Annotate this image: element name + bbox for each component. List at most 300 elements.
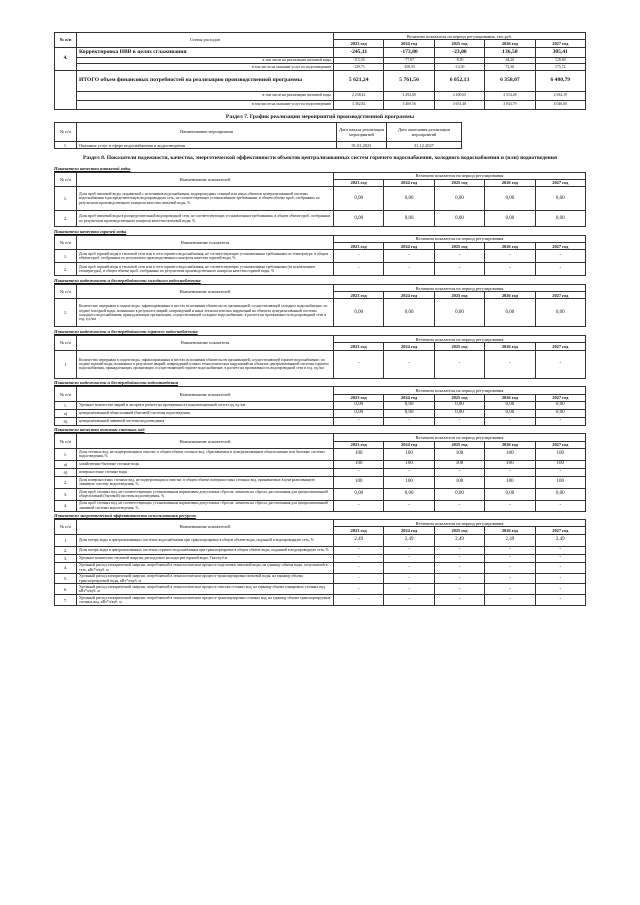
value-cell: 2 514,28 [485,91,535,100]
year-cell: 2025 год [434,179,484,186]
year-cell: 2026 год [485,40,535,47]
col-no-header: № п/п [55,387,77,402]
value-cell: - [434,350,484,378]
row-no: 3. [55,554,77,562]
row-name: Доля проб горячей воды в тепловой сети или в сети горячего водоснабжения, не соответствующих установленным требованиям по температуре, в общем объеме проб, отобранных по результатам производственного контроля качества горячей воды, % [77,250,334,263]
indicators-table [54,335,586,379]
table-row [55,299,586,327]
value-cell: - [485,417,535,425]
col-no-header: № п/п [55,336,77,351]
value-cell: - [384,250,434,263]
row-no: а) [55,460,77,468]
value-cell: - [434,584,484,595]
value-cell: - [434,573,484,584]
value-cell: - [485,263,535,276]
table-row [55,350,586,378]
value-cell: 100 [434,448,484,460]
row-name: поверхностные сточные воды [77,468,334,476]
value-cell: - [485,584,535,595]
table-row [55,100,586,109]
value-cell: - [535,562,585,573]
table-row [55,263,586,276]
subsection-title: Показатели надежности и бесперебойности холодного водоснабжения [54,277,201,283]
year-cell: 2023 год [334,179,384,186]
value-cell: 0,00 [434,409,484,417]
col-values-header: Величина показателя на период регулирования [334,235,586,242]
value-cell: 0,00 [384,187,434,211]
value-cell: 5 621,24 [334,70,384,91]
col-no-header: № п/п [55,235,77,250]
value-cell: 72,30 [485,64,535,71]
row-name: Доля поверхностных сточных вод, не подвергающихся очистке, в общем объеме поверхностных сточных вод, принимаемых в централизованную ливневую систему водоотведения, % [77,476,334,488]
value-cell: - [334,350,384,378]
row-no: б) [55,468,77,476]
year-cell: 2024 год [384,243,434,250]
value-cell: - [434,263,484,276]
row-name: ИТОГО объем финансовых потребностей на реализацию производственной программы [77,70,334,91]
value-cell: - [334,263,384,276]
col-name-header: Статья расходов [77,33,334,48]
year-cell: 2027 год [535,527,585,534]
row-no: 2. [55,263,77,276]
value-cell: 100 [384,476,434,488]
value-cell: 2 634,19 [535,91,585,100]
row-name: в том числе на оказание услуг по водоотведению [77,64,334,71]
row-no: 1. [55,187,77,211]
value-cell: 100 [485,476,535,488]
value-cell: - [535,468,585,476]
row-no: 2. [55,546,77,554]
value-cell: 0,00 [384,409,434,417]
value-cell: - [535,546,585,554]
value-cell: 175,72 [535,64,585,71]
row-no: 4. [55,562,77,573]
year-cell: 2027 год [535,343,585,350]
table-row [55,562,586,573]
row-name: Корректировка НВВ в целях сглаживания [77,47,334,57]
col-no-header: № п/п [55,284,77,299]
col-values-header: Величина показателя на период регулирования [334,336,586,343]
year-cell: 2025 год [434,441,484,448]
year-cell: 2023 год [334,343,384,350]
value-cell: - [485,595,535,606]
value-cell: 0,00 [334,187,384,211]
value-cell: 5 761,56 [384,70,434,91]
col-values-header: Величина показателя на период регулирования [334,284,586,291]
table-row [55,460,586,468]
year-cell: 2024 год [384,292,434,299]
value-cell: 2,49 [434,534,484,546]
value-cell: - [535,263,585,276]
row-no: 1. [55,299,77,327]
row-no: 4. [55,47,77,70]
year-cell: 2026 год [485,243,535,250]
value-cell: 0,00 [334,409,384,417]
row-name: Количество перерывов в подаче воды, зафиксированных в местах исполнения обязательств организацией, осуществляющей холодное водоснабжение, по подаче холодной воды, возникших в результате аварий, повреждений и иных технологических нарушений на объектах централизованной системы холодного водоснабжения, принадлежащих организации, осуществляющей холодное водоснабжение, в расчете на протяженность водопроводной сети в год, ед./км [77,299,334,327]
row-no: 2. [55,476,77,488]
value-cell: 0,00 [434,211,484,227]
value-cell: - [334,546,384,554]
row-no: 4. [55,500,77,511]
col-no-header: № п/п [55,434,77,449]
table-row [55,47,586,57]
value-cell: -115,38 [334,57,384,64]
value-cell: 100 [434,460,484,468]
value-cell: - [535,417,585,425]
row-no: 2. [55,211,77,227]
value-cell: - [434,546,484,554]
year-cell: 2025 год [434,243,484,250]
value-cell: - [334,584,384,595]
value-cell: 0,00 [485,409,535,417]
subsection-title: Показатели качества очистки сточных вод [54,427,145,433]
table-row [55,70,586,91]
year-cell: 2026 год [485,292,535,299]
value-cell: 0,00 [384,299,434,327]
year-cell: 2023 год [334,292,384,299]
row-name: Доля сточных вод, не подвергающихся очистке, в общем объеме сточных вод, сбрасываемых в централизованные общесплавные или бытовые системы водоотведения, % [77,448,334,460]
value-cell: - [384,573,434,584]
table-row [55,250,586,263]
row-name: в том числе на реализацию питьевой воды [77,91,334,100]
row-name: Доля потерь воды в централизованных системах горячего водоснабжения при транспортировке в общем объеме воды, поданной в водопроводную сеть, % [77,546,334,554]
value-cell: 0,00 [384,211,434,227]
indicators-table [54,433,586,511]
value-cell: - [535,250,585,263]
value-cell: 3 843,79 [485,100,535,109]
table-row [55,554,586,562]
row-no: 1. [55,250,77,263]
subsection-title: Показатели надежности и бесперебойности водоотведения [54,380,179,386]
value-cell: 305,41 [535,47,585,57]
col-name-header: Наименование показателя [77,336,334,351]
row-no: б) [55,417,77,425]
table-row [55,534,586,546]
value-cell: -245,11 [334,47,384,57]
value-cell: - [334,500,384,511]
value-cell: 3 469,56 [384,100,434,109]
value-cell: - [334,468,384,476]
table-row [55,500,586,511]
value-cell: 0,00 [535,211,585,227]
table-row [55,91,586,100]
row-no: 1. [55,448,77,460]
table-row [55,476,586,488]
row-no: 1 [55,350,77,378]
col-no-header: № п/п [55,520,77,535]
value-cell: 3 651,48 [434,100,484,109]
value-cell: - [334,562,384,573]
value-cell: - [485,350,535,378]
row-name: Количество перерывов в подаче воды, зафиксированных в местах исполнения обязательств организацией, осуществляющей горячее водоснабжение, по подаче горячей воды, возникших в результате аварий, повреждений и иных технологических нарушений на объектах централизованной системы горячего водоснабжения, принадлежащих организации, осуществляющей горячее водоснабжение, в расчете на протяженность водопроводной сети в год, ед./км [77,350,334,378]
col-no-header: № п/п [55,123,77,142]
value-cell: -100,93 [384,64,434,71]
col-end-header: Дата окончания реализации мероприятий [387,123,462,142]
table-row [55,409,586,417]
value-cell: - [485,562,535,573]
row-name: Удельное количество тепловой энергии, расходуемое на подогрев горячей воды, Гкал/куб.м [77,554,334,562]
schedule-table [54,122,586,149]
value-cell: 100 [334,448,384,460]
value-cell: - [334,573,384,584]
value-cell: - [535,350,585,378]
row-no: 6. [55,584,77,595]
value-cell: - [384,562,434,573]
col-name-header: Наименование показателей [77,387,334,402]
value-cell: 4 046,60 [535,100,585,109]
year-cell: 2024 год [384,40,434,47]
year-cell: 2023 год [334,527,384,534]
year-cell: 2027 год [535,441,585,448]
value-cell: - [384,554,434,562]
year-cell: 2027 год [535,394,585,401]
year-cell: 2024 год [384,343,434,350]
year-cell: 2026 год [485,394,535,401]
row-no [55,70,77,109]
value-cell: 2 238,42 [334,91,384,100]
row-name: Доля проб сточных вод, не соответствующих установленным нормативам допустимых сбросов, лимитам на сбросы, рассчитанная для централизованной общесплавной (бытовой) системы водоотведения, % [77,488,334,500]
value-cell: 2,49 [384,534,434,546]
value-cell: - [434,554,484,562]
value-cell: 100 [434,476,484,488]
value-cell: 100 [384,460,434,468]
row-name: централизованной ливневой системы водоотведения [77,417,334,425]
row-no: а) [55,409,77,417]
value-cell: 0,00 [384,488,434,500]
value-cell: 0,00 [485,211,535,227]
table-row [55,401,586,409]
row-no: 5. [55,573,77,584]
value-cell: 6 480,79 [535,70,585,91]
value-cell: 129,69 [535,57,585,64]
value-cell: - [434,250,484,263]
col-name-header: Наименование показателей [77,434,334,449]
year-cell: 2024 год [384,527,434,534]
row-no: 7. [55,595,77,606]
value-cell: 0,00 [434,401,484,409]
row-no: 1. [55,142,77,149]
table-row [55,468,586,476]
indicators-table [54,284,586,328]
year-cell: 2023 год [334,243,384,250]
value-cell: 100 [334,476,384,488]
year-cell: 2025 год [434,292,484,299]
col-name-header: Наименование показателей [77,284,334,299]
value-cell: 0,00 [535,401,585,409]
col-values-header: Величина показателя на период регулирования [334,520,586,527]
value-cell: 0,00 [485,401,535,409]
value-cell: 0,00 [434,187,484,211]
row-name: Доля проб питьевой воды в распределительной водопроводной сети, не соответствующих установленным требованиям, в общем объеме проб, отобранных по результатам производственного контроля качества питьевой воды, % [77,211,334,227]
value-cell: - [334,417,384,425]
indicators-table [54,386,586,425]
value-cell: 0,00 [535,299,585,327]
value-cell: -14,50 [434,64,484,71]
row-name: в том числе на реализацию питьевой воды [77,57,334,64]
value-cell: 100 [535,448,585,460]
row-name: в том числе на оказание услуг по водоотведению [77,100,334,109]
start-date: 01.01.2023 [337,142,387,149]
value-cell: - [384,595,434,606]
value-cell: - [535,584,585,595]
year-cell: 2025 год [434,394,484,401]
indicators-table [54,235,586,277]
value-cell: - [384,584,434,595]
value-cell: 0,00 [485,488,535,500]
value-cell: -23,00 [434,47,484,57]
subsection-title: Показатели качества горячей воды [54,228,127,234]
value-cell: - [384,417,434,425]
value-cell: 0,00 [334,488,384,500]
table-row [55,573,586,584]
value-cell: -77,87 [384,57,434,64]
year-cell: 2025 год [434,40,484,47]
year-cell: 2026 год [485,179,535,186]
value-cell: 0,00 [334,401,384,409]
col-values-header: Величина показателя на период регулирования [334,172,586,179]
row-name: хозяйственно-бытовые сточные воды [77,460,334,468]
value-cell: 100 [334,460,384,468]
value-cell: - [434,595,484,606]
row-name: Доля потерь воды в централизованных системах водоснабжения при транспортировке в общем объеме воды, поданной в водопроводную сеть, % [77,534,334,546]
year-cell: 2023 год [334,394,384,401]
value-cell: 0,00 [434,488,484,500]
value-cell: - [384,500,434,511]
row-name: централизованной общесплавной (бытовой) системы водоотведения [77,409,334,417]
value-cell: - [334,554,384,562]
value-cell: 0,00 [434,299,484,327]
row-name: Удельный расход электрической энергии, потребляемой в технологическом процессе транспортировки сточных вод, на единицу объема транспортируемых сточных вод, кВт*ч/куб. м [77,595,334,606]
value-cell: - [535,573,585,584]
col-values-header: Величина показателя на период регулирования [334,434,586,441]
row-no: 1. [55,401,77,409]
value-cell: - [535,595,585,606]
col-start-header: Дата начала реализации мероприятий [337,123,387,142]
row-name: Доля проб горячей воды в тепловой сети или в сети горячего водоснабжения, не соответствующих установленным требованиям (за исключением температуры), в общем объеме проб, отобранных по результатам производственного контроля качества горячей воды, % [77,263,334,276]
col-name-header: Наименование показателей [77,520,334,535]
value-cell: 2,49 [334,534,384,546]
value-cell: 100 [485,448,535,460]
value-cell: 2,49 [485,534,535,546]
col-name-header: Наименование мероприятия [77,123,337,142]
year-cell: 2024 год [384,441,434,448]
value-cell: 100 [535,476,585,488]
value-cell: 2 400,65 [434,91,484,100]
table-row [55,584,586,595]
value-cell: - [485,250,535,263]
year-cell: 2026 год [485,527,535,534]
indicators-table [54,519,586,606]
col-values-header: Величина показателя на период регулирования [334,387,586,394]
col-no-header: № п/п [55,172,77,187]
end-date: 31.12.2027 [387,142,462,149]
year-cell: 2025 год [434,343,484,350]
value-cell: 100 [535,460,585,468]
value-cell: - [384,546,434,554]
row-name: Оказание услуг в сфере водоснабжения и водоотведения [77,142,337,149]
row-name: Удельный расход электрической энергии, потребляемой в технологическом процессе подготовки питьевой воды, на единицу объема воды, отпускаемой в сеть, кВт*ч/куб. м [77,562,334,573]
value-cell: - [535,554,585,562]
table-row [55,187,586,211]
year-cell: 2027 год [535,40,585,47]
section8-title: Раздел 8. Показатели надежности, качества, энергетической эффективности объектов централизованных систем горячего водоснабжения, холодного водоснабжения и (или) водоотведения [82,155,558,162]
value-cell: -173,80 [384,47,434,57]
value-cell: - [485,573,535,584]
year-cell: 2027 год [535,292,585,299]
table-row [55,488,586,500]
value-cell: - [384,468,434,476]
year-cell: 2027 год [535,243,585,250]
financial-table [54,32,586,110]
year-cell: 2027 год [535,179,585,186]
table-row [55,595,586,606]
row-name: Доля проб сточных вод, не соответствующих установленным нормативам допустимых сбросов, лимитам на сбросы, рассчитанная для централизованной ливневой системы водоотведения, % [77,500,334,511]
value-cell: - [434,500,484,511]
value-cell: 0,00 [485,299,535,327]
col-values-header: Величина показателя на период регулирования, тыс.руб. [334,33,586,40]
spacer [462,142,586,149]
value-cell: -8,50 [434,57,484,64]
value-cell: 64,20 [485,57,535,64]
row-no: 1 [55,534,77,546]
value-cell: 100 [384,448,434,460]
value-cell: - [334,595,384,606]
value-cell: - [434,417,484,425]
section7-title: Раздел 7. График реализации мероприятий производственной программы [225,113,415,120]
section8-indicators [54,166,586,607]
row-name: Удельный расход электрической энергии, потребляемой в технологическом процессе очистки сточных вод, на единицу объема очищаемых сточных вод, кВт*ч/куб. м [77,584,334,595]
subsection-title: Показатели надежности и бесперебойности горячего водоснабжения [54,329,198,335]
value-cell: - [535,500,585,511]
subsection-title: Показатели энергетической эффективности использования ресурсов [54,513,196,519]
row-name: Доля проб питьевой воды, подаваемой с источников водоснабжения, водопроводных станций или иных объектов централизованной системы водоснабжения в распределительную водопроводную сеть, не соответствующих установленным требованиям, в общем объеме проб, отобранных по результатам производственного контроля качества питьевой воды, % [77,187,334,211]
value-cell: 0,00 [535,488,585,500]
row-no: 3. [55,488,77,500]
value-cell: 6 358,07 [485,70,535,91]
value-cell: - [485,554,535,562]
value-cell: - [334,250,384,263]
subsection-title: Показатели качества питьевой воды [54,165,131,171]
value-cell: -129,73 [334,64,384,71]
table-row [55,448,586,460]
value-cell: 0,00 [334,211,384,227]
row-name: Удельное количество аварий и засоров в расчете на протяженность канализационной сети в год, ед./км [77,401,334,409]
row-name: Удельный расход электрической энергии, потребляемой в технологическом процессе транспортировки питьевой воды, на единицу объема транспортируемой воды, кВт*ч/куб. м [77,573,334,584]
indicators-table [54,172,586,228]
year-cell: 2025 год [434,527,484,534]
value-cell: 0,00 [535,409,585,417]
col-no-header: № п/п [55,33,77,48]
value-cell: - [384,263,434,276]
value-cell: - [485,468,535,476]
table-row [55,546,586,554]
year-cell: 2026 год [485,441,535,448]
year-cell: 2024 год [384,179,434,186]
year-cell: 2023 год [334,40,384,47]
value-cell: - [384,350,434,378]
value-cell: 6 052,13 [434,70,484,91]
value-cell: - [434,562,484,573]
value-cell: 2 292,00 [384,91,434,100]
value-cell: 0,00 [334,299,384,327]
value-cell: 0,00 [384,401,434,409]
col-name-header: Наименование показателя [77,235,334,250]
year-cell: 2023 год [334,441,384,448]
value-cell: 0,00 [535,187,585,211]
spacer [462,123,586,142]
value-cell: - [485,500,535,511]
value-cell: 100 [485,460,535,468]
